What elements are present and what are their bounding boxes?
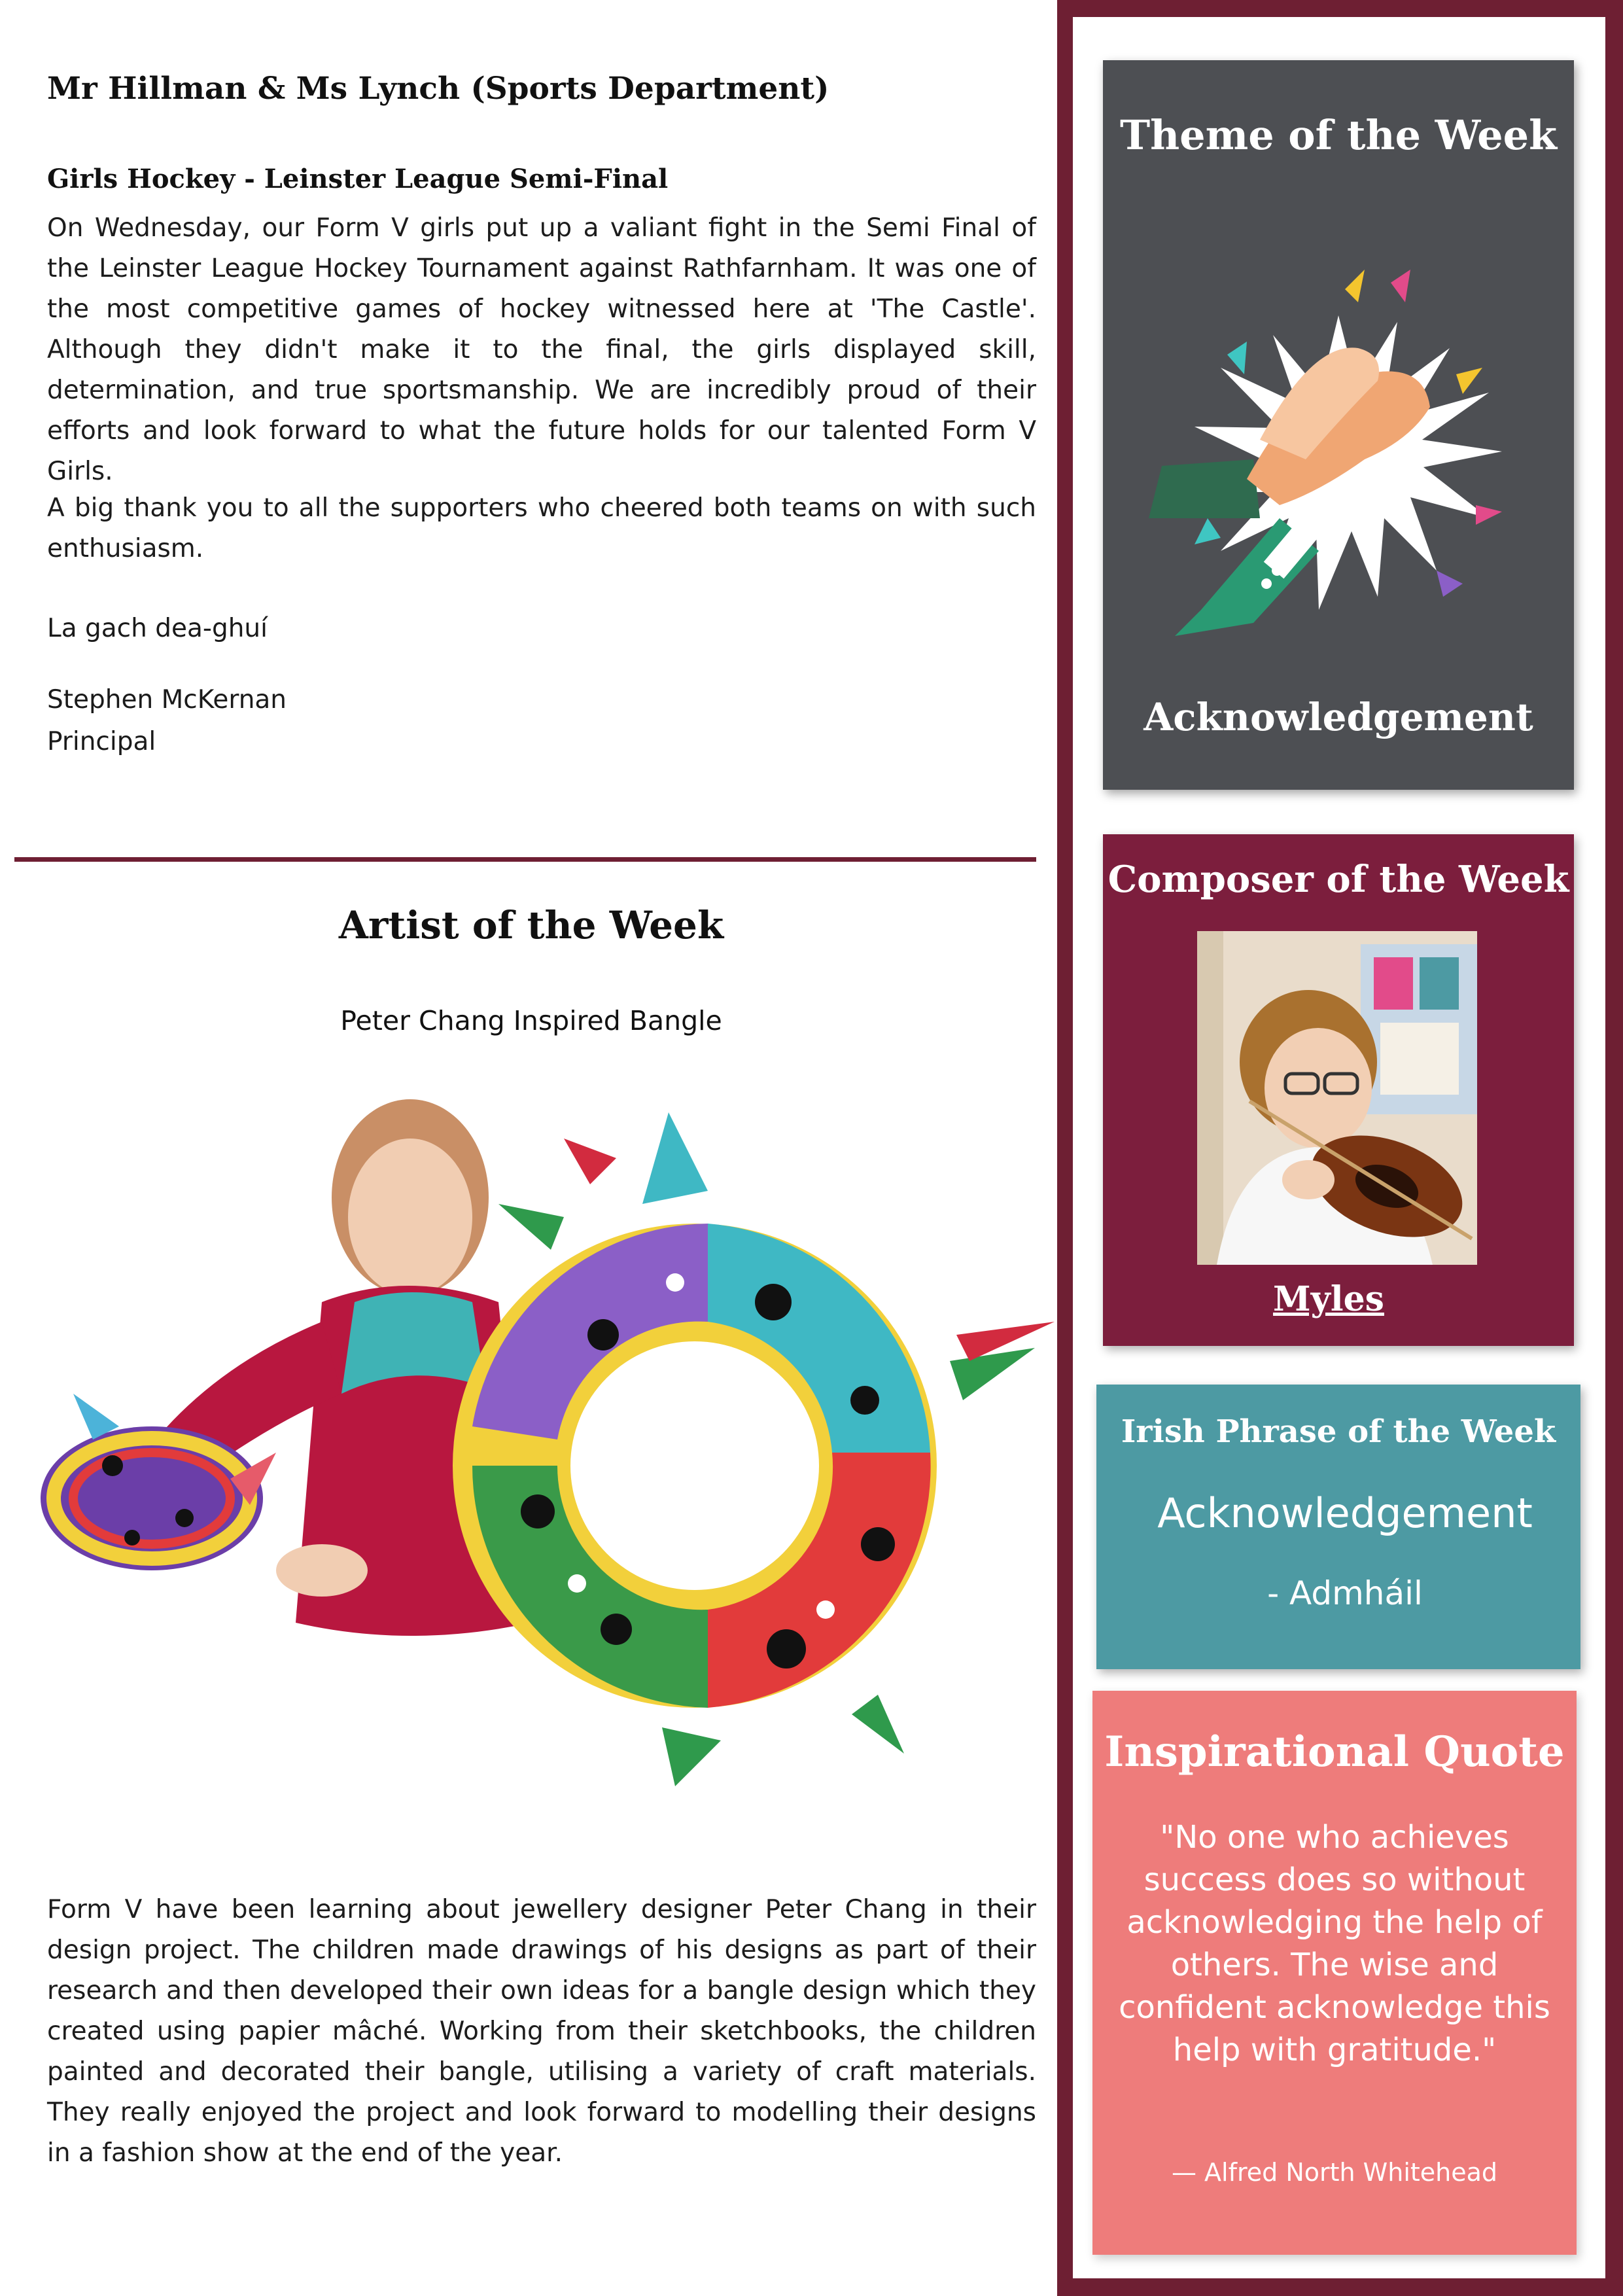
artist-description: Form V have been learning about jewellery designer Peter Chang in their design project. The children made drawings of his designs as part of their research and then developed their own ideas for a bangle design which they created using papier mâché. Working from their sketchbooks, the children painted and decorated their bangle, utilising a variety of craft materials. They really enjoyed the project and look forward to modelling their designs in a fashion show at the end of the year. <box>47 1895 1036 2168</box>
sports-heading: Mr Hillman & Ms Lynch (Sports Department) <box>47 71 829 107</box>
irish-phrase-card <box>1096 1385 1580 1669</box>
signoff: La gach dea-ghuí <box>47 614 268 643</box>
theme-word: Acknowledgement <box>1143 695 1533 739</box>
irish-phrase-english: Acknowledgement <box>1157 1489 1533 1537</box>
composer-of-week-card <box>1103 834 1574 1346</box>
composer-name: Myles <box>1273 1279 1384 1319</box>
irish-phrase-title: Irish Phrase of the Week <box>1121 1413 1556 1450</box>
high-five-icon <box>1149 243 1528 662</box>
quote-title: Inspirational Quote <box>1104 1727 1565 1776</box>
student-bangle-photo <box>14 1086 1061 1806</box>
hockey-subheading: Girls Hockey - Leinster League Semi-Final <box>47 164 669 194</box>
signature-role: Principal <box>47 727 156 756</box>
large-bangle <box>453 1112 1055 1786</box>
artist-subtitle: Peter Chang Inspired Bangle <box>340 1005 722 1036</box>
signature <box>47 679 287 763</box>
artist-of-week-title: Artist of the Week <box>338 903 724 947</box>
irish-phrase-translation: - Admháil <box>1267 1574 1423 1612</box>
signature-name: Stephen McKernan <box>47 685 287 715</box>
theme-of-week-card <box>1103 60 1574 790</box>
quote-author: — Alfred North Whitehead <box>1171 2158 1498 2187</box>
section-divider <box>14 857 1036 862</box>
composer-title: Composer of the Week <box>1108 858 1569 901</box>
quote-text: "No one who achieves success does so without acknowledging the help of others. The wise and confident acknowledge this help with gratitude." <box>1119 1819 1550 2068</box>
thank-you-paragraph: A big thank you to all the supporters who cheered both teams on with such enthusiasm. <box>47 493 1036 563</box>
composer-photo <box>1197 931 1477 1265</box>
inspirational-quote-card <box>1092 1691 1577 2255</box>
hockey-paragraph: On Wednesday, our Form V girls put up a valiant fight in the Semi Final of the Leinster League Hockey Tournament against Rathfarnham. It was one of the most competitive games of hockey witnessed here at 'The Castle'. Although they didn't make it to the final, the girls displayed skill, determination, and true sportsmanship. We are incredibly proud of their efforts and look forward to what the future holds for our talented Form V Girls. <box>47 213 1036 486</box>
theme-title: Theme of the Week <box>1119 111 1558 159</box>
